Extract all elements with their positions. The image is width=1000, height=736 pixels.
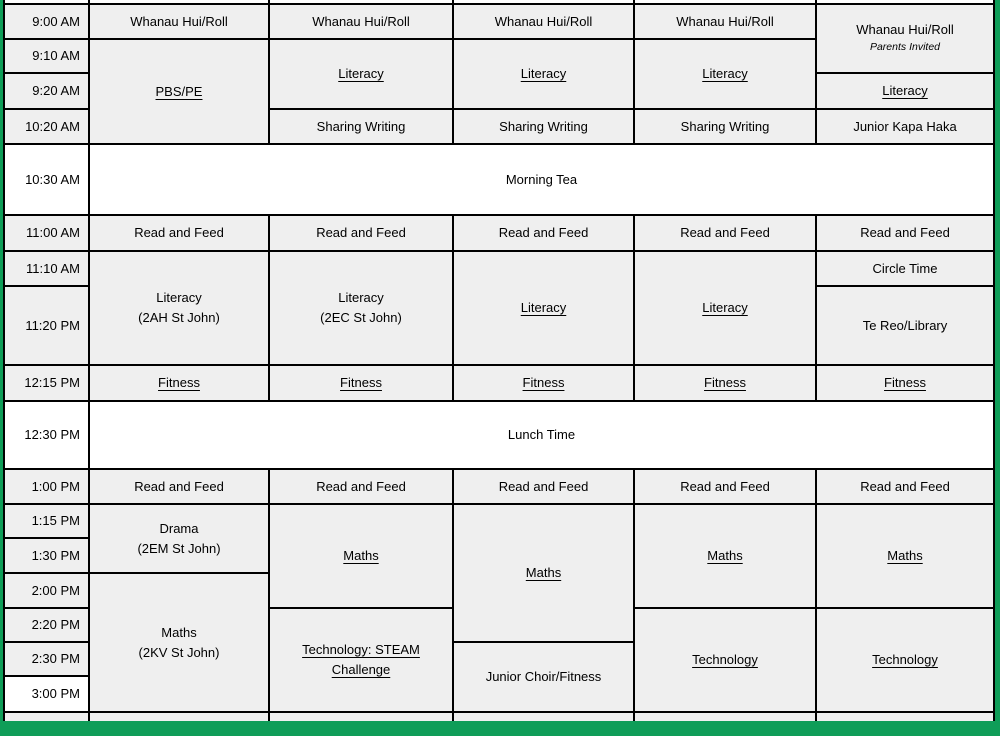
cell-read-and-feed: Read and Feed xyxy=(816,469,994,504)
time-label: 9:20 AM xyxy=(4,73,89,109)
cell-main-text: Literacy xyxy=(338,290,384,305)
cell-literacy-link[interactable]: Literacy xyxy=(634,39,816,109)
parents-invited-note: Parents Invited xyxy=(869,40,941,53)
cell-literacy-link[interactable]: Literacy xyxy=(453,251,634,365)
sliver-cell xyxy=(634,712,816,721)
time-label: 11:10 AM xyxy=(4,251,89,286)
time-label: 9:10 AM xyxy=(4,39,89,73)
sliver-cell xyxy=(89,712,269,721)
time-label: 2:20 PM xyxy=(4,608,89,642)
time-label: 10:20 AM xyxy=(4,109,89,144)
cell-sharing-writing: Sharing Writing xyxy=(269,109,453,144)
time-label: 10:30 AM xyxy=(4,144,89,215)
room-note: (2EC St John) xyxy=(320,310,402,325)
room-note: (2KV St John) xyxy=(138,644,220,660)
cell-junior-choir-fitness: Junior Choir/Fitness xyxy=(453,642,634,712)
cell-literacy-link[interactable]: Literacy xyxy=(816,73,994,109)
row-morning-tea xyxy=(4,144,994,215)
cell-morning-tea: Morning Tea xyxy=(89,144,994,215)
cell-sharing-writing: Sharing Writing xyxy=(634,109,816,144)
cell-literacy-link[interactable]: Literacy xyxy=(634,251,816,365)
cell-pbs-pe-link[interactable]: PBS/PE xyxy=(89,39,269,144)
time-label: 2:30 PM xyxy=(4,642,89,676)
cell-whanau-hui-roll: Whanau Hui/Roll xyxy=(634,4,816,39)
row-1-00 xyxy=(4,469,994,504)
cell-read-and-feed: Read and Feed xyxy=(453,215,634,251)
cell-read-and-feed: Read and Feed xyxy=(634,469,816,504)
row-11-00 xyxy=(4,215,994,251)
cell-drama-2em xyxy=(89,504,269,573)
cell-whanau-hui-roll: Whanau Hui/Roll xyxy=(89,4,269,39)
time-label: 1:15 PM xyxy=(4,504,89,538)
cell-read-and-feed: Read and Feed xyxy=(89,215,269,251)
cell-read-and-feed: Read and Feed xyxy=(816,215,994,251)
cell-main-text: Maths xyxy=(161,624,197,640)
cell-main-text: Whanau Hui/Roll xyxy=(856,21,954,37)
cell-literacy-link[interactable]: Literacy xyxy=(269,39,453,109)
cell-literacy-2ah xyxy=(89,251,269,365)
row-1-15 xyxy=(4,504,994,538)
cell-lunch-time: Lunch Time xyxy=(89,401,994,469)
cell-te-reo-library: Te Reo/Library xyxy=(816,286,994,365)
cell-maths-link[interactable]: Maths xyxy=(816,504,994,608)
cell-whanau-hui-roll-parents xyxy=(816,4,994,73)
row-lunch-time xyxy=(4,401,994,469)
time-label: 12:30 PM xyxy=(4,401,89,469)
timetable xyxy=(3,0,995,721)
cell-fitness-link[interactable]: Fitness xyxy=(816,365,994,401)
cell-read-and-feed: Read and Feed xyxy=(634,215,816,251)
time-label: 3:00 PM xyxy=(4,676,89,712)
cell-main-text: Drama xyxy=(159,520,199,536)
sliver-cell xyxy=(453,712,634,721)
time-label: 12:15 PM xyxy=(4,365,89,401)
cell-literacy-2ec xyxy=(269,251,453,365)
row-11-10 xyxy=(4,251,994,286)
room-note: (2AH St John) xyxy=(138,310,220,325)
row-12-15 xyxy=(4,365,994,401)
cell-maths-link[interactable]: Maths xyxy=(453,504,634,642)
cell-read-and-feed: Read and Feed xyxy=(269,215,453,251)
cell-whanau-hui-roll: Whanau Hui/Roll xyxy=(453,4,634,39)
cell-technology-link[interactable]: Technology xyxy=(816,608,994,712)
cell-fitness-link[interactable]: Fitness xyxy=(269,365,453,401)
cell-read-and-feed: Read and Feed xyxy=(89,469,269,504)
row-9-00 xyxy=(4,4,994,39)
cell-junior-kapa-haka: Junior Kapa Haka xyxy=(816,109,994,144)
cell-read-and-feed: Read and Feed xyxy=(269,469,453,504)
cell-maths-link[interactable]: Maths xyxy=(634,504,816,608)
time-label: 11:20 PM xyxy=(4,286,89,365)
cell-sharing-writing: Sharing Writing xyxy=(453,109,634,144)
cell-read-and-feed: Read and Feed xyxy=(453,469,634,504)
time-label: 2:00 PM xyxy=(4,573,89,608)
cell-maths-2kv xyxy=(89,573,269,712)
cell-literacy-link[interactable]: Literacy xyxy=(453,39,634,109)
cell-whanau-hui-roll: Whanau Hui/Roll xyxy=(269,4,453,39)
cell-fitness-link[interactable]: Fitness xyxy=(453,365,634,401)
sliver-cell xyxy=(269,712,453,721)
sliver-cell xyxy=(816,712,994,721)
sliver-cell xyxy=(4,712,89,721)
cell-circle-time: Circle Time xyxy=(816,251,994,286)
cell-fitness-link[interactable]: Fitness xyxy=(89,365,269,401)
cutoff-row-bottom xyxy=(4,712,994,721)
time-label: 1:30 PM xyxy=(4,538,89,573)
cell-main-text: Literacy xyxy=(156,290,202,305)
room-note: (2EM St John) xyxy=(137,540,221,556)
time-label: 1:00 PM xyxy=(4,469,89,504)
time-label: 11:00 AM xyxy=(4,215,89,251)
cell-technology-link[interactable]: Technology xyxy=(634,608,816,712)
cell-fitness-link[interactable]: Fitness xyxy=(634,365,816,401)
cell-maths-link[interactable]: Maths xyxy=(269,504,453,608)
cell-technology-steam-link[interactable]: Technology: STEAM Challenge xyxy=(269,608,453,712)
time-label: 9:00 AM xyxy=(4,4,89,39)
